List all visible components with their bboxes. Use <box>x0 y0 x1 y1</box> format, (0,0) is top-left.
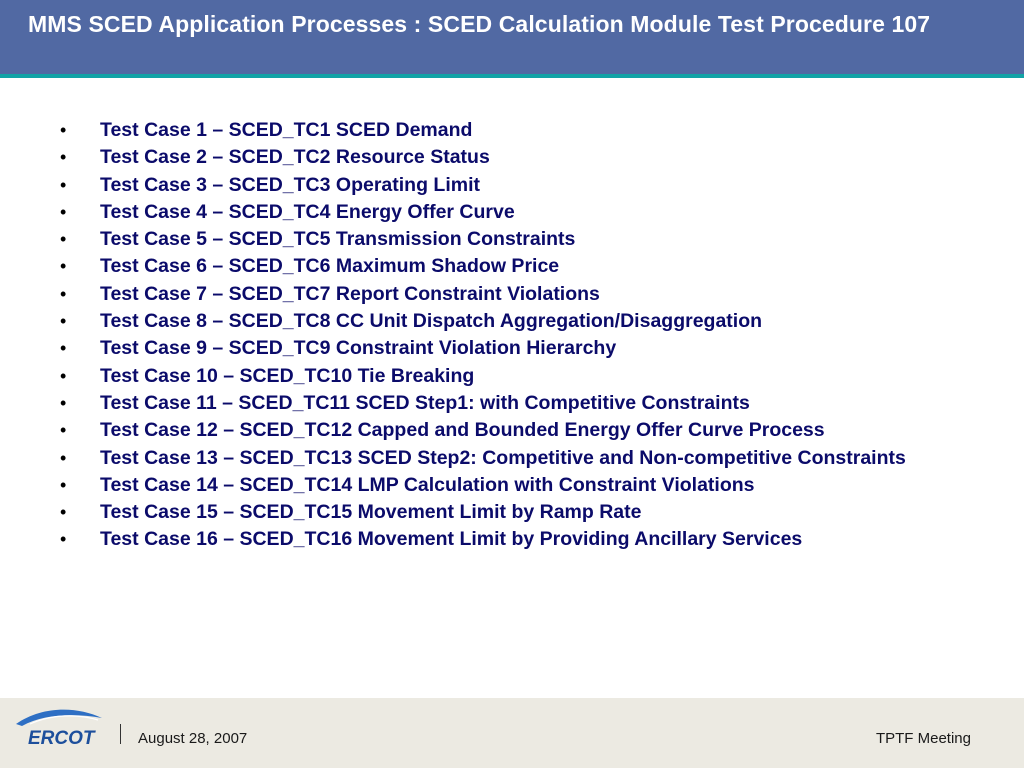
footer-meeting-name: TPTF Meeting <box>875 730 971 747</box>
bullet-icon: • <box>60 338 67 359</box>
test-case-item <box>0 420 1024 440</box>
bullet-icon: • <box>60 420 67 441</box>
test-case-item <box>0 147 1024 167</box>
test-case-label: Test Case 7 – SCED_TC7 Report Constraint Violations <box>100 282 600 305</box>
test-case-item <box>0 338 1024 358</box>
title-underline <box>0 74 1024 78</box>
test-case-item <box>0 229 1024 249</box>
bullet-icon: • <box>60 529 67 550</box>
test-case-label: Test Case 5 – SCED_TC5 Transmission Constraints <box>100 228 576 251</box>
bullet-icon: • <box>60 229 67 250</box>
bullet-icon: • <box>60 256 67 277</box>
test-case-item <box>0 366 1024 386</box>
logo-text: ERCOT <box>28 728 95 749</box>
test-case-list <box>0 120 1024 549</box>
slide-title: MMS SCED Application Processes : SCED Calculation Module Test Procedure 107 <box>28 11 931 37</box>
test-case-item <box>0 311 1024 331</box>
bullet-icon: • <box>60 174 67 195</box>
bullet-icon: • <box>60 365 67 386</box>
ercot-logo <box>12 708 108 752</box>
test-case-label: Test Case 9 – SCED_TC9 Constraint Violation Hierarchy <box>100 337 617 360</box>
test-case-label: Test Case 8 – SCED_TC8 CC Unit Dispatch Aggregation/Disaggregation <box>100 310 763 333</box>
bullet-icon: • <box>60 474 67 495</box>
test-case-label: Test Case 11 – SCED_TC11 SCED Step1: with Competitive Constraints <box>100 391 750 414</box>
test-case-item <box>0 120 1024 140</box>
footer-date: August 28, 2007 <box>138 730 248 747</box>
bullet-icon: • <box>60 392 67 413</box>
test-case-label: Test Case 3 – SCED_TC3 Operating Limit <box>100 173 480 196</box>
test-case-label: Test Case 16 – SCED_TC16 Movement Limit by Providing Ancillary Services <box>100 528 803 551</box>
slide-body <box>0 120 1024 557</box>
test-case-label: Test Case 13 – SCED_TC13 SCED Step2: Competitive and Non-competitive Constraints <box>100 446 906 469</box>
bullet-icon: • <box>60 201 67 222</box>
test-case-item <box>0 284 1024 304</box>
test-case-item <box>0 475 1024 495</box>
bullet-icon: • <box>60 120 67 140</box>
bullet-icon: • <box>60 311 67 332</box>
test-case-item <box>0 256 1024 276</box>
test-case-item <box>0 502 1024 522</box>
bullet-icon: • <box>60 447 67 468</box>
footer-bar <box>0 698 1024 768</box>
test-case-item <box>0 175 1024 195</box>
test-case-label: Test Case 2 – SCED_TC2 Resource Status <box>100 146 490 169</box>
test-case-label: Test Case 10 – SCED_TC10 Tie Breaking <box>100 364 475 387</box>
bullet-icon: • <box>60 283 67 304</box>
test-case-label: Test Case 15 – SCED_TC15 Movement Limit by Ramp Rate <box>100 501 642 524</box>
test-case-label: Test Case 6 – SCED_TC6 Maximum Shadow Price <box>100 255 560 278</box>
test-case-item <box>0 393 1024 413</box>
test-case-label: Test Case 1 – SCED_TC1 SCED Demand <box>100 119 473 141</box>
footer-divider <box>120 724 121 744</box>
test-case-item <box>0 202 1024 222</box>
test-case-label: Test Case 4 – SCED_TC4 Energy Offer Curve <box>100 200 515 223</box>
bullet-icon: • <box>60 147 67 168</box>
test-case-label: Test Case 12 – SCED_TC12 Capped and Bounded Energy Offer Curve Process <box>100 419 825 442</box>
test-case-item <box>0 448 1024 468</box>
test-case-item <box>0 529 1024 549</box>
bullet-icon: • <box>60 502 67 523</box>
title-bar <box>0 0 1024 74</box>
test-case-label: Test Case 14 – SCED_TC14 LMP Calculation with Constraint Violations <box>100 473 755 496</box>
